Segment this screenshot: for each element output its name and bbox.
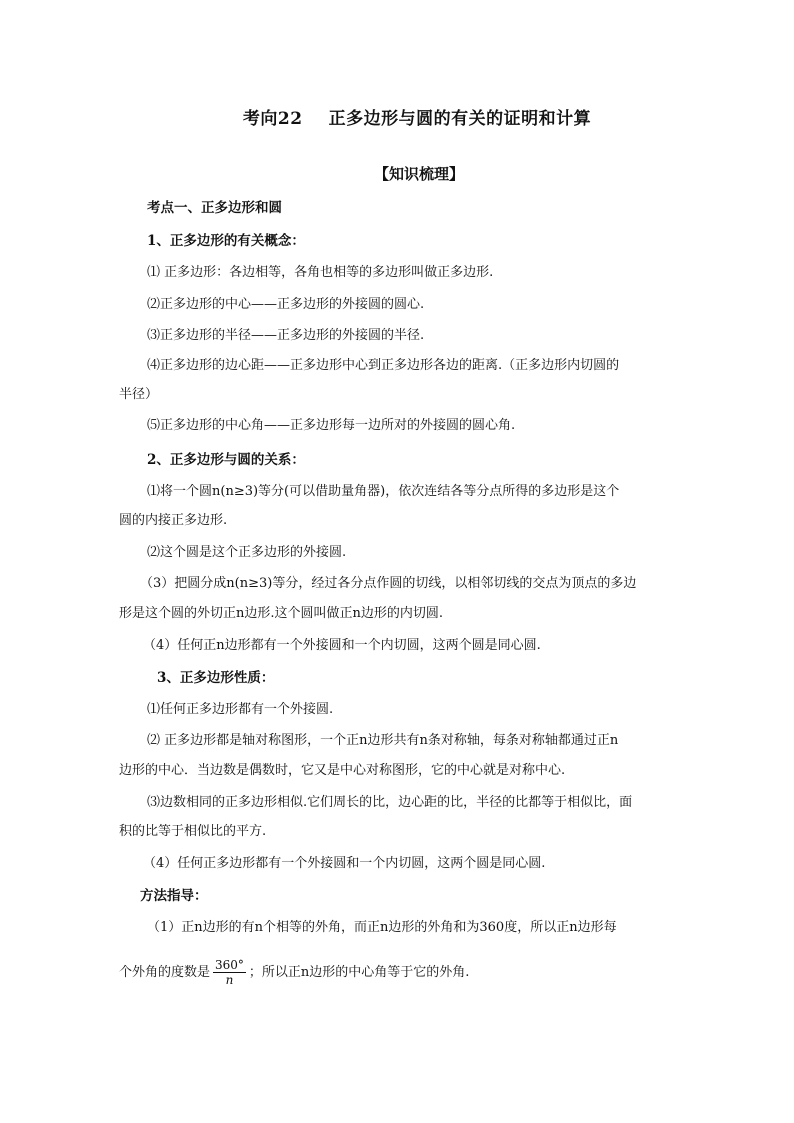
text-line: 形是这个圆的外切正n边形.这个圆叫做正n边形的内切圆. [119, 606, 444, 621]
subheading-concepts: 1、正多边形的有关概念： [147, 233, 305, 249]
title-text: 正多边形与圆的有关的证明和计算 [328, 109, 592, 129]
text-line: ⑶边数相同的正多边形相似.它们周长的比，边心距的比，半径的比都等于相似比，面 [147, 795, 633, 810]
fraction-360-over-n [213, 958, 246, 987]
text-line: （3）把圆分成n(n≥3)等分，经过各分点作圆的切线，以相邻切线的交点为顶点的多边 [140, 576, 637, 591]
title-number: 考向22 [242, 109, 303, 129]
text-line: 圆的内接正多边形. [119, 513, 228, 528]
text-line: ⑵ 正多边形都是轴对称图形，一个正n边形共有n条对称轴，每条对称轴都通过正n [147, 733, 619, 748]
subheading-relation: 2、正多边形与圆的关系： [147, 452, 305, 468]
text-line: （4）任何正n边形都有一个外接圆和一个内切圆，这两个圆是同心圆. [143, 638, 541, 653]
text-line: ⑵正多边形的中心——正多边形的外接圆的圆心. [147, 297, 425, 312]
page-title [0, 104, 794, 129]
topic-heading: 考点一、正多边形和圆 [147, 200, 282, 216]
subheading-properties: 3、正多边形性质： [157, 670, 275, 686]
text-line: 边形的中心．当边数是偶数时，它又是中心对称图形，它的中心就是对称中心. [119, 763, 566, 778]
text-line: （4）任何正多边形都有一个外接圆和一个内切圆，这两个圆是同心圆. [143, 856, 546, 871]
text-line: ⑴ 正多边形：各边相等，各角也相等的多边形叫做正多边形. [147, 265, 494, 280]
text-line: ⑸正多边形的中心角——正多边形每一边所对的外接圆的圆心角. [147, 418, 516, 433]
text-line: 积的比等于相似比的平方. [119, 824, 267, 839]
text-line: ⑷正多边形的边心距——正多边形中心到正多边形各边的距离.（正多边形内切圆的 [147, 358, 620, 373]
text-line: ⑵这个圆是这个正多边形的外接圆. [147, 545, 347, 560]
text-line: （1）正n边形的有n个相等的外角，而正n边形的外角和为360度，所以正n边形每 [147, 920, 617, 935]
fraction-denominator: n [225, 973, 234, 987]
section-heading: 【知识梳理】 [373, 165, 464, 183]
text-line: 半径） [119, 387, 159, 402]
text-segment: ；所以正n边形的中心角等于它的外角. [248, 965, 470, 980]
text-segment: 个外角的度数是 [119, 965, 211, 980]
text-line-with-fraction [119, 955, 679, 991]
text-line: ⑴将一个圆n(n≥3)等分(可以借助量角器)，依次连结各等分点所得的多边形是这个 [147, 484, 620, 499]
fraction-numerator: 360° [215, 958, 244, 972]
subheading-method: 方法指导： [140, 888, 208, 904]
text-line: ⑴任何正多边形都有一个外接圆. [147, 702, 334, 717]
text-line: ⑶正多边形的半径——正多边形的外接圆的半径. [147, 328, 425, 343]
